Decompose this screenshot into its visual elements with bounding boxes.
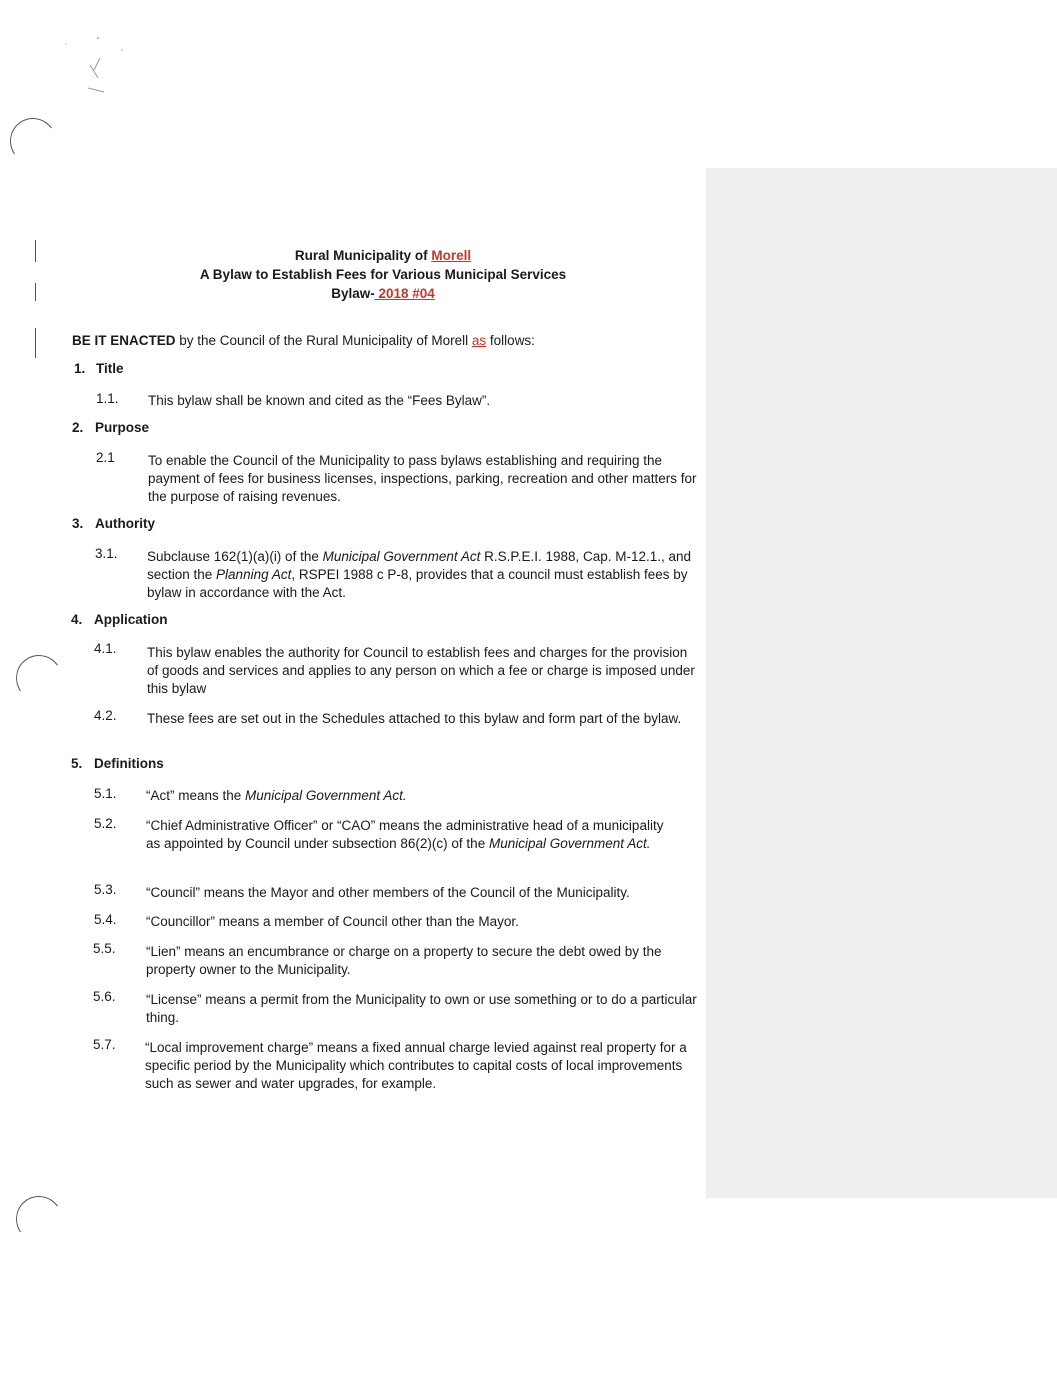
- bylaw-title: A Bylaw to Establish Fees for Various Municipal Services: [199, 267, 567, 282]
- definition-local-improvement-charge: “Local improvement charge” means a fixed annual charge levied against real property for a specific period by the Municipality which contributes to capital costs of local improvements such as sewer and water upgrades, for example.: [145, 1040, 687, 1091]
- clause-number: 4.2.: [94, 708, 117, 723]
- clause-number: 4.1.: [94, 641, 117, 656]
- clause-number: 5.3.: [94, 882, 117, 897]
- clause-number: 5.6.: [93, 989, 116, 1004]
- act-name: Municipal Government Act: [322, 549, 481, 564]
- definition-lien: “Lien” means an encumbrance or charge on a property to secure the debt owed by the property owner to the Municipality.: [146, 944, 662, 977]
- definition-text: “Chief Administrative Officer” or “CAO” means the administrative head of a municipality as appointed by Council under subsection 86(2)(c) of the: [146, 818, 664, 851]
- definition-license: “License” means a permit from the Municipality to own or use something or to do a particular thing.: [146, 992, 697, 1025]
- clause-4-2: These fees are set out in the Schedules attached to this bylaw and form part of the bylaw.: [147, 711, 682, 726]
- clause-number: 5.2.: [94, 816, 117, 831]
- clause-3-1-text: , RSPEI 1988 c P-8, provides that a council must establish fees by bylaw in accordance with the Act.: [147, 567, 688, 600]
- enacted-bold: BE IT ENACTED: [72, 333, 176, 348]
- definition-councillor: “Councillor” means a member of Council other than the Mayor.: [146, 914, 519, 929]
- clause-number: 1.1.: [96, 391, 119, 406]
- clause-3-1-text: Subclause 162(1)(a)(i) of the: [147, 549, 323, 564]
- section-4-title: Application: [94, 612, 168, 627]
- section-5-number: 5.: [71, 756, 83, 771]
- enactment-clause: [72, 332, 535, 350]
- section-2-title: Purpose: [95, 420, 150, 435]
- section-5-title: Definitions: [94, 756, 164, 771]
- header-line-3: [0, 286, 766, 301]
- clause-2-1: To enable the Council of the Municipality to pass bylaws establishing and requiring the payment of fees for business licenses, inspections, parking, recreation and other matters for the purpose of raising revenues.: [148, 453, 697, 504]
- section-1-title: Title: [96, 361, 124, 376]
- municipality-name: Morell: [431, 248, 472, 263]
- definition-text: “Act” means the: [146, 788, 246, 803]
- section-3-title: Authority: [95, 516, 155, 531]
- clause-4-1: This bylaw enables the authority for Council to establish fees and charges for the provision of goods and services and applies to any person on which a fee or charge is imposed under this bylaw: [147, 645, 695, 696]
- definition-cao: [146, 817, 676, 853]
- section-3-number: 3.: [72, 516, 84, 531]
- enacted-text: by the Council of the Rural Municipality of Morell: [175, 333, 472, 348]
- definition-council: “Council” means the Mayor and other members of the Council of the Municipality.: [146, 885, 630, 900]
- act-name: Municipal Government Act.: [488, 836, 651, 851]
- clause-number: 5.1.: [94, 786, 117, 801]
- clause-number: 5.7.: [93, 1037, 116, 1052]
- bylaw-label: Bylaw-: [331, 286, 375, 301]
- planning-act-name: Planning Act: [216, 567, 292, 582]
- clause-number: 5.5.: [93, 941, 116, 956]
- section-2-number: 2.: [72, 420, 84, 435]
- clause-number: 2.1: [96, 450, 115, 465]
- enacted-end: follows:: [486, 333, 535, 348]
- clause-number: 3.1.: [95, 546, 118, 561]
- enacted-as: as: [471, 333, 487, 348]
- clause-3-1-text: R.S.P.E.I. 1988, Cap. M-12.1., and section the: [147, 549, 692, 582]
- header-prefix: Rural Municipality of: [294, 248, 432, 263]
- section-1-number: 1.: [74, 361, 86, 376]
- clause-number: 5.4.: [94, 912, 117, 927]
- definition-act: [146, 787, 698, 805]
- section-4-number: 4.: [71, 612, 83, 627]
- clause-3-1: [147, 548, 699, 602]
- bylaw-number: 2018 #04: [374, 286, 435, 301]
- header-line-1: [0, 248, 766, 263]
- clause-1-1: This bylaw shall be known and cited as the “Fees Bylaw”.: [148, 393, 491, 408]
- act-name: Municipal Government Act.: [245, 788, 407, 803]
